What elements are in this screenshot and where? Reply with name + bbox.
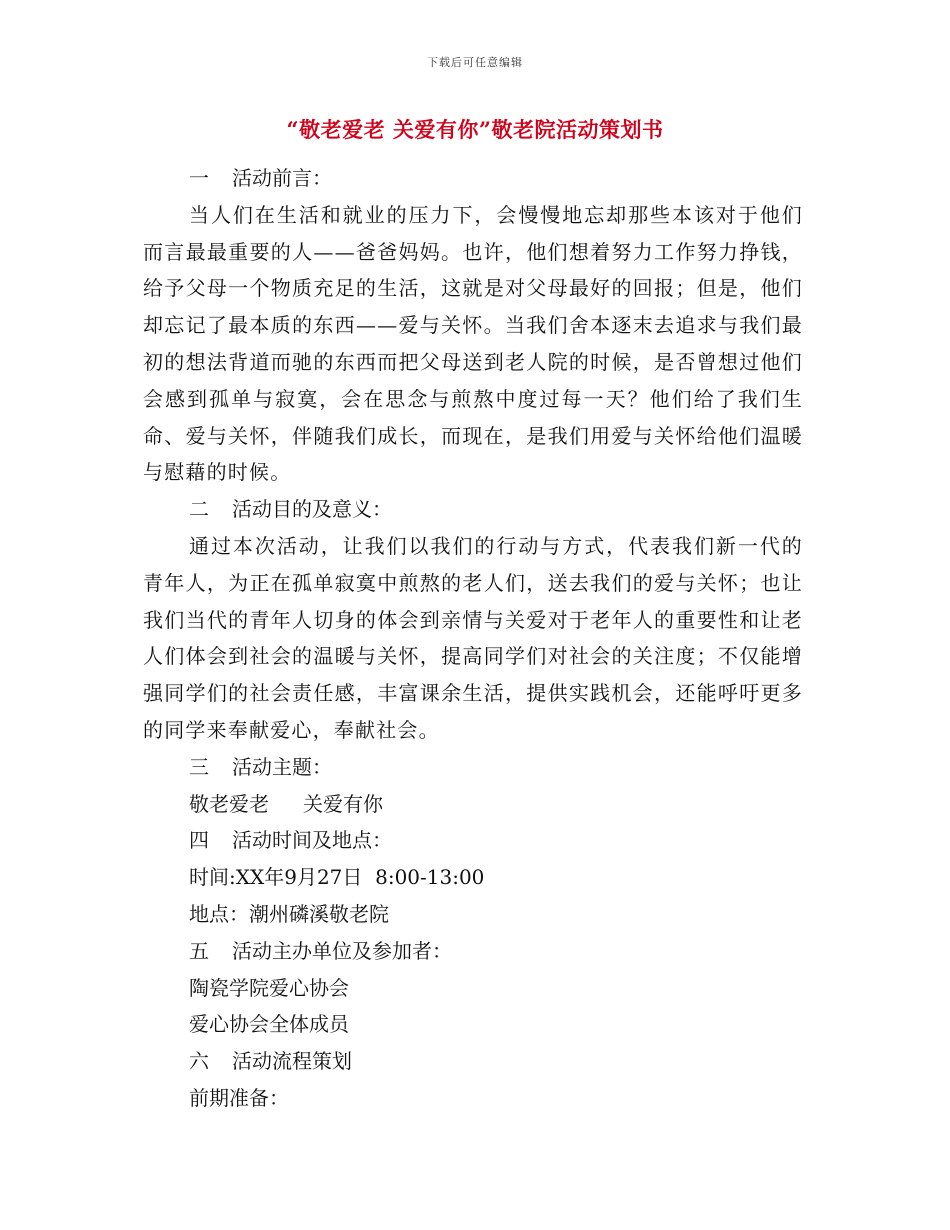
document-title: “敬老爱老 关爱有你”敬老院活动策划书 [286,117,664,142]
purpose-paragraph: 通过本次活动，让我们以我们的行动与方式，代表我们新一代的青年人，为正在孤单寂寞中煎熬的老人们，送去我们的爱与关怀；也让我们当代的青年人切身的体会到亲情与关爱对于老年人的重要性和让老人们体会到社会的温暖与关怀，提高同学们对社会的关注度；不仅能增强同学们的社会责任感，丰富课余生活，提供实践机会，还能呼吁更多的同学来奉献爱心，奉献社会。 [143,533,803,742]
section-number: 五 [189,938,209,963]
section-title: 活动流程策划 [232,1049,352,1074]
preface-paragraph: 当人们在生活和就业的压力下，会慢慢地忘却那些本该对于他们而言最最重要的人——爸爸妈妈。也许，他们想着努力工作努力挣钱，给予父母一个物质充足的生活，这就是对父母最好的回报；但是，他们却忘记了最本质的东西——爱与关怀。当我们舍本逐末去追求与我们最初的想法背道而驰的东西而把父母送到老人院的时候，是否曾想过他们会感到孤单与寂寞，会在思念与煎熬中度过每一天？他们给了我们生命、爱与关怀，伴随我们成长，而现在，是我们用爱与关怀给他们温暖与慰藉的时候。 [143,202,803,485]
section-heading-purpose [143,491,803,528]
prep-line: 前期准备： [189,1085,289,1110]
participants-line: 爱心协会全体成员 [189,1012,349,1037]
section-heading-preface [143,160,803,197]
organizer-line: 陶瓷学院爱心协会 [189,975,349,1000]
section-heading-time-place [143,822,803,859]
section-title: 活动时间及地点： [232,828,392,853]
section-number: 二 [189,497,209,522]
section-number: 六 [189,1049,209,1074]
section-title: 活动前言： [232,166,332,190]
theme-part-1: 敬老爱老 [189,791,269,816]
section-number: 四 [189,828,209,853]
section-number: 一 [189,166,209,190]
section-title: 活动主题： [232,754,332,779]
section-heading-organizers [143,933,803,970]
section-heading-process [143,1043,803,1080]
section-title: 活动目的及意义： [232,497,392,522]
document-body [143,160,803,1117]
time-line: 时间:XX年9月27日 8:00-13:00 [189,865,485,890]
section-number: 三 [189,754,209,779]
section-heading-theme [143,749,803,786]
place-line: 地点：潮州磷溪敬老院 [189,901,389,926]
theme-line [143,786,803,823]
header-note: 下载后可任意编辑 [427,56,523,69]
section-title: 活动主办单位及参加者： [232,938,452,963]
theme-part-2: 关爱有你 [303,791,383,816]
